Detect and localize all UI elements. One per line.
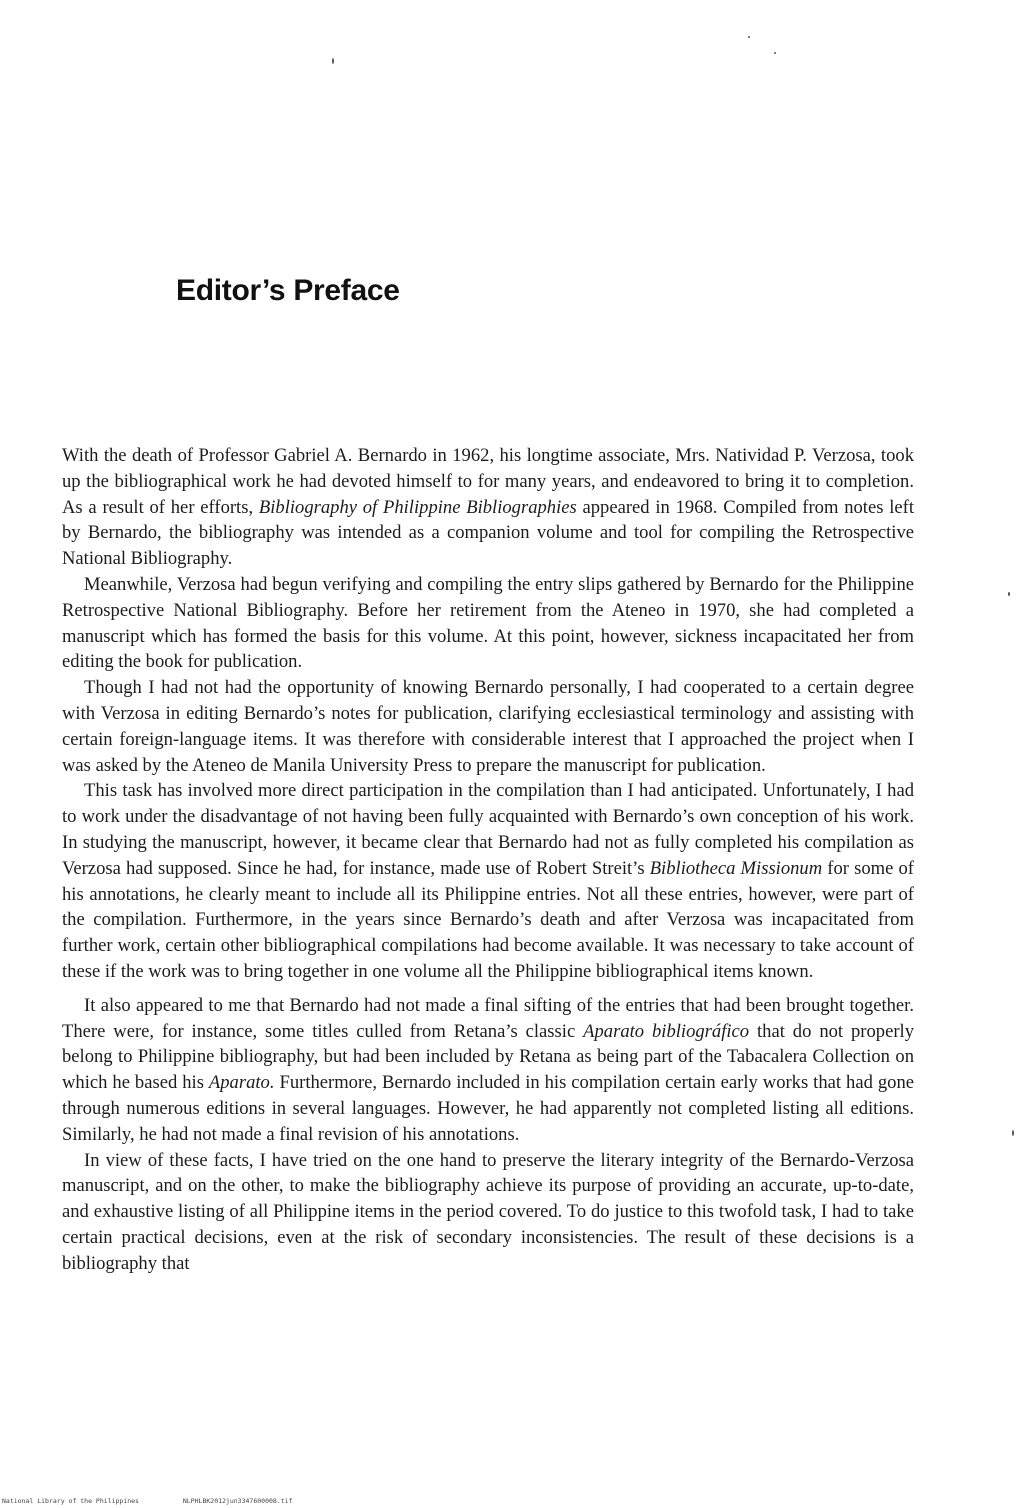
paragraph-text: Furthermore, Bernardo included in his compilation certain early works that had gone through numerous editions in several languages. However, he had apparently not completed listing all editions. Similarly, he had not made a final revision of his annotations.	[62, 1072, 914, 1145]
paragraph	[62, 993, 914, 1148]
paragraph	[62, 443, 914, 572]
paragraph-text: With the death of Professor Gabriel A. Bernardo in 1962, his longtime associate, Mrs. Natividad P. Verzosa, took up the bibliographical work he had devoted himself to for many years, and endeavored to bring it to completion. As a result of her efforts,	[62, 445, 914, 518]
italic-title: Aparato.	[208, 1072, 275, 1094]
page-title: Editor’s Preface	[176, 274, 400, 307]
paragraph-text: that do not properly belong to Philippine bibliography, but had been included by Retana as being part of the Tabacalera Collection on which he based his	[62, 1020, 914, 1094]
scan-speck	[332, 58, 334, 64]
paragraph	[62, 1148, 914, 1277]
paragraph-text: It also appeared to me that Bernardo had not made a final sifting of the entries that had been brought together. There were, for instance, some titles culled from Retana’s classic	[62, 994, 914, 1042]
scan-footer	[2, 1497, 332, 1505]
scan-speck	[748, 36, 750, 38]
footer-file-id: NLPHLBK2012jun3347600008.tif	[182, 1497, 293, 1505]
preface-body	[62, 443, 914, 1277]
italic-title: Bibliotheca Missionum	[649, 857, 823, 879]
scan-speck	[1012, 1130, 1014, 1136]
paragraph	[62, 572, 914, 675]
scan-speck	[774, 52, 776, 54]
footer-library: National Library of the Philippines	[2, 1497, 139, 1505]
paragraph	[62, 778, 914, 984]
paragraph-text: In view of these facts, I have tried on the one hand to preserve the literary integrity of the Bernardo-Verzosa manuscript, and on the other, to make the bibliography achieve its purpose of providing an accurate, up-to-date, and exhaustive listing of all Philippine items in the period covered. To do justice to this twofold task, I had to take certain practical decisions, even at the risk of secondary inconsistencies. The result of these decisions is a bibliography that	[62, 1149, 914, 1274]
italic-title: Bibliography of Philippine Bibliographies	[258, 496, 577, 518]
paragraph-text: This task has involved more direct participation in the compilation than I had anticipated. Unfortunately, I had to work under the disadvantage of not having been fully acquainted with Bernardo’s own conception of his work. In studying the manuscript, however, it became clear that Bernardo had not as fully completed his compilation as Verzosa had supposed. Since he had, for instance, made use of Robert Streit’s	[62, 780, 914, 879]
paragraph-text: Meanwhile, Verzosa had begun verifying and compiling the entry slips gathered by Bernardo for the Philippine Retrospective National Bibliography. Before her retirement from the Ateneo in 1970, she had completed a manuscript which has formed the basis for this volume. At this point, however, sickness incapacitated her from editing the book for publication.	[62, 573, 914, 673]
italic-title: Aparato bibliográfico	[583, 1020, 750, 1042]
paragraph-text: Though I had not had the opportunity of knowing Bernardo personally, I had cooperated to a certain degree with Verzosa in editing Bernardo’s notes for publication, clarifying ecclesiastical terminology and assisting with certain foreign-language items. It was therefore with considerable interest that I approached the project when I was asked by the Ateneo de Manila University Press to prepare the manuscript for publication.	[62, 677, 914, 776]
paragraph	[62, 675, 914, 778]
paragraph-text: appeared in 1968. Compiled from notes left by Bernardo, the bibliography was intended as a companion volume and tool for compiling the Retrospective National Bibliography.	[62, 496, 914, 570]
paragraph-text: for some of his annotations, he clearly meant to include all its Philippine entries. Not all these entries, however, were part of the compilation. Furthermore, in the years since Bernardo’s death and after Verzosa was incapacitated from further work, certain other bibliographical compilations had become available. It was necessary to take account of these if the work was to bring together in one volume all the Philippine bibliographical items known.	[62, 857, 914, 982]
scan-speck	[1008, 592, 1010, 596]
